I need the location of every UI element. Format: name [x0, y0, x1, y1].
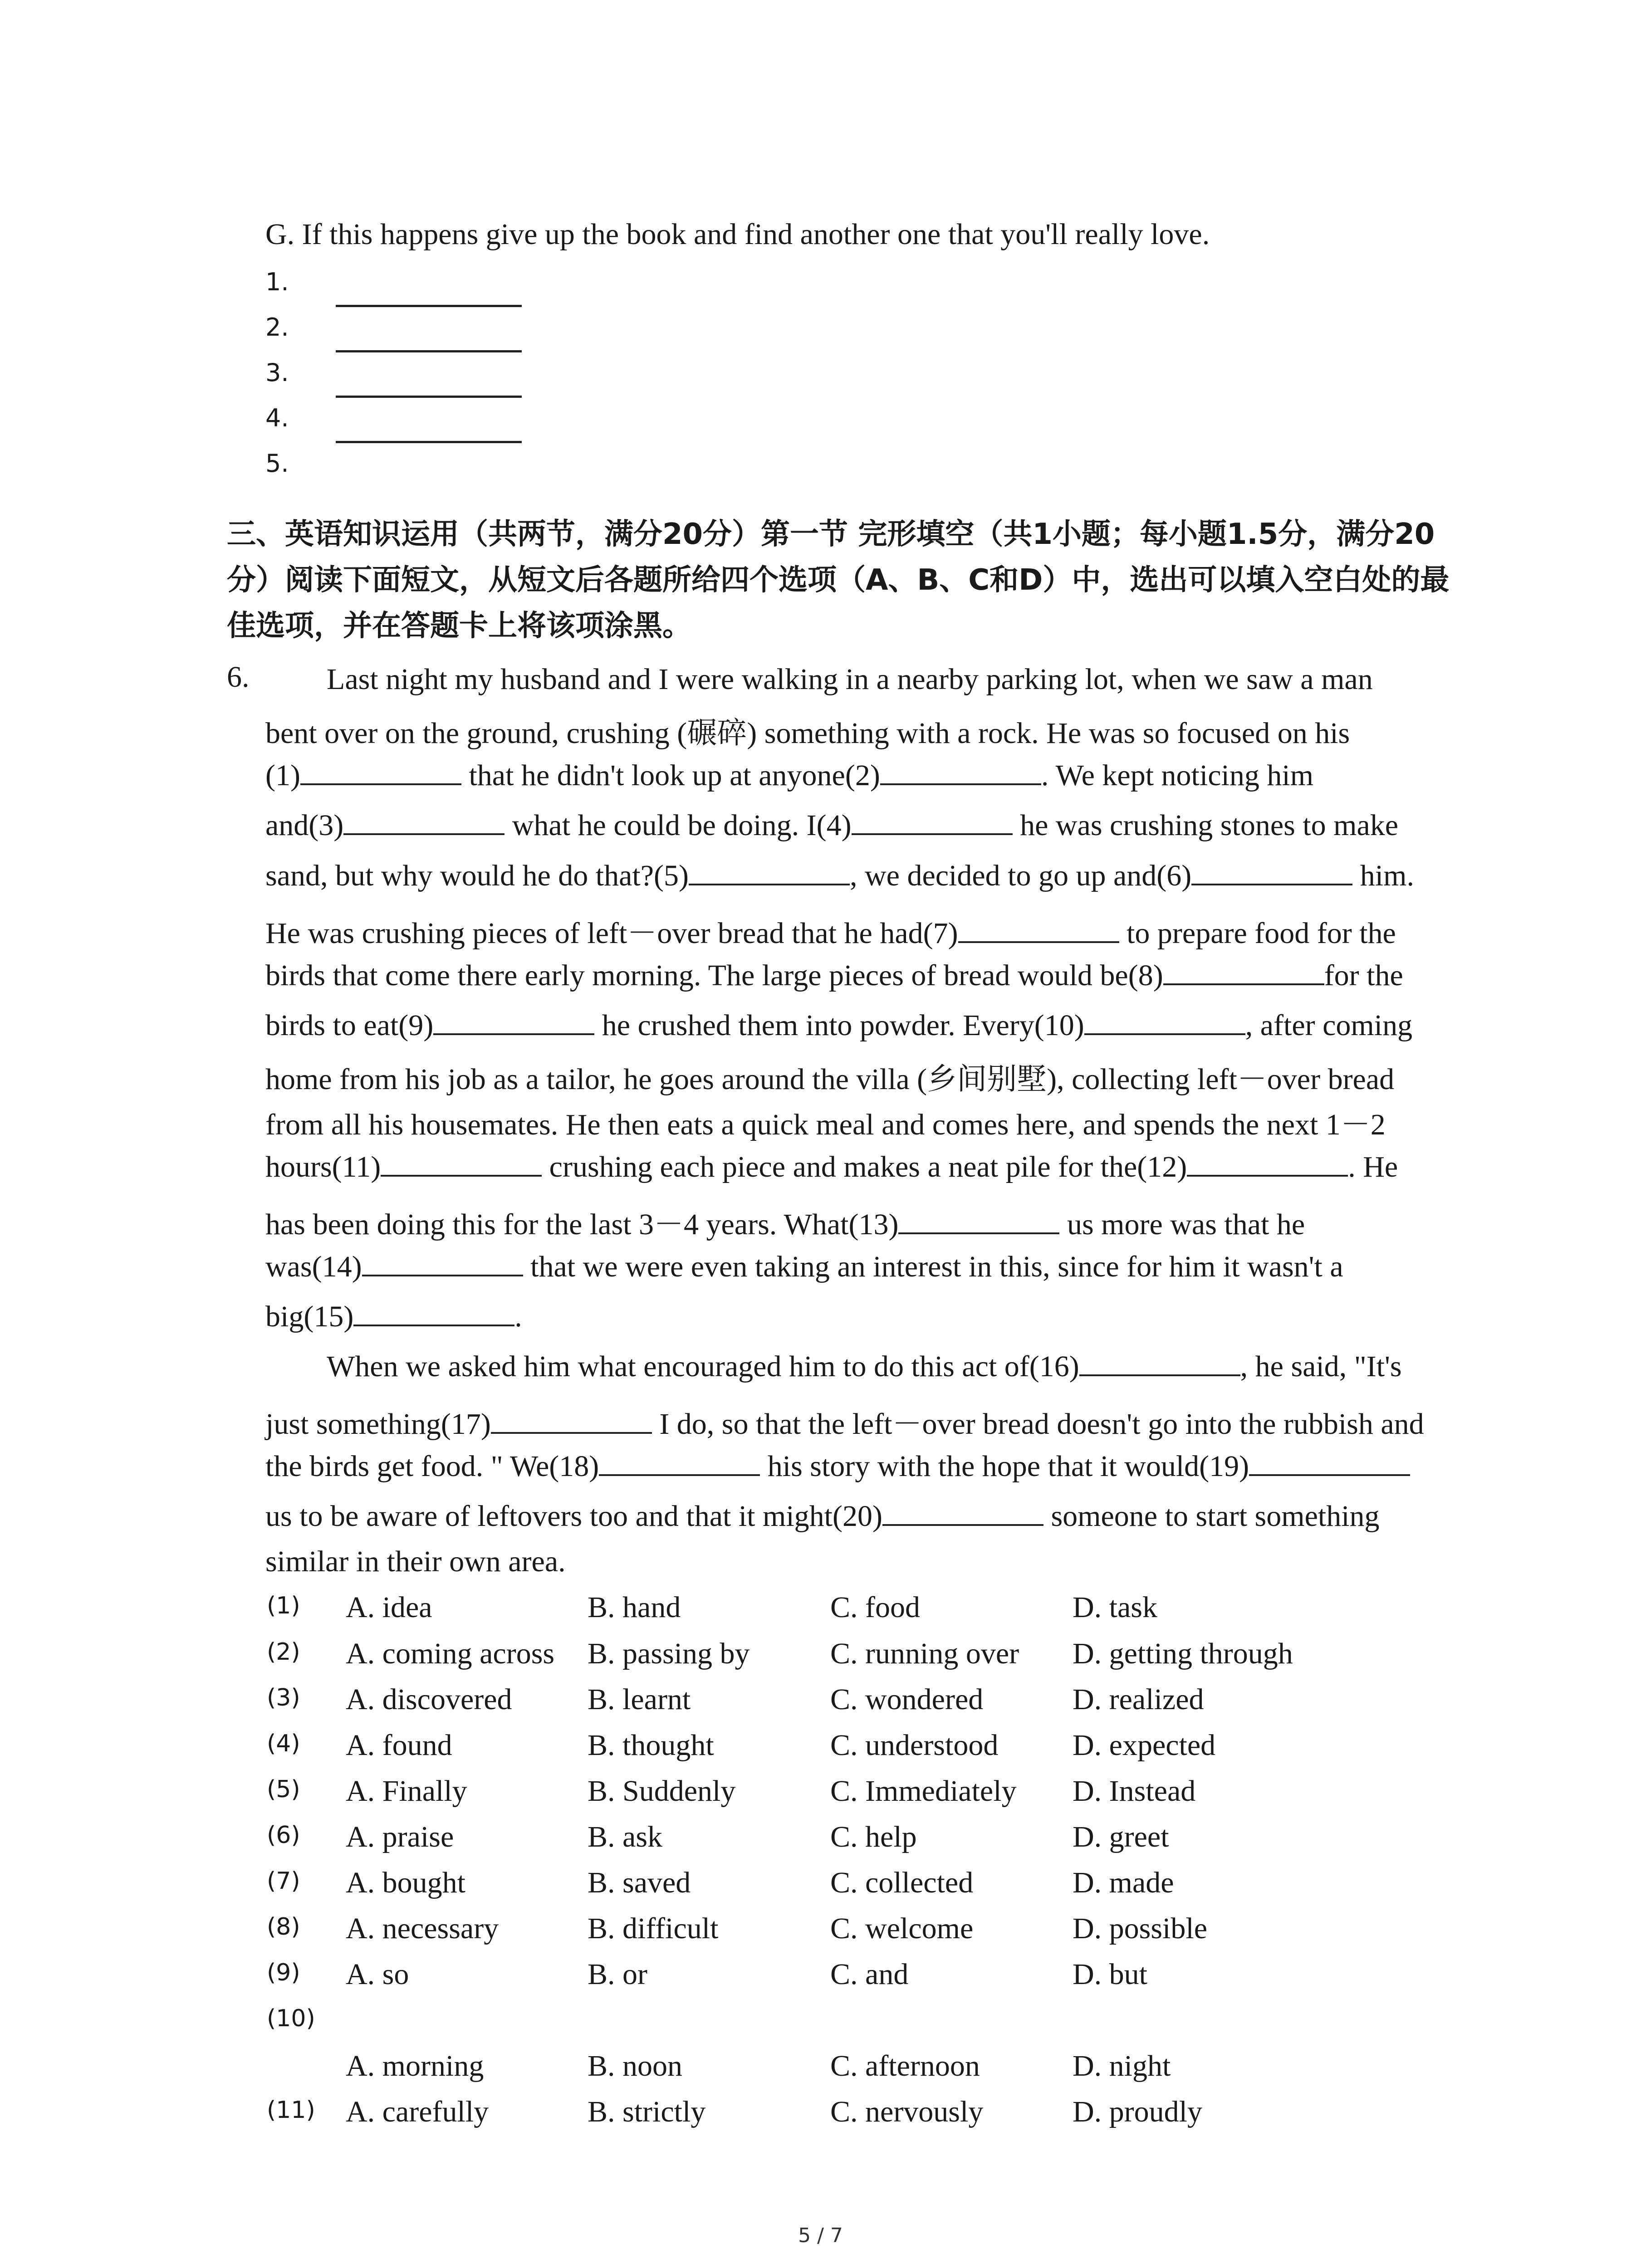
cloze-blank-3[interactable]	[343, 809, 505, 835]
cloze-blank-20[interactable]	[882, 1500, 1043, 1526]
option-d[interactable]: D. made	[1073, 1866, 1174, 1899]
answer-blank-line-4[interactable]	[336, 441, 522, 443]
answer-blank-label-1: 1.	[265, 268, 289, 296]
option-c[interactable]: C. understood	[830, 1729, 999, 1762]
option-c[interactable]: C. running over	[830, 1637, 1019, 1670]
option-c[interactable]: C. welcome	[830, 1912, 974, 1945]
option-d[interactable]: D. expected	[1073, 1729, 1216, 1762]
passage-segment: . We kept noticing him	[1041, 759, 1314, 792]
passage-segment: his story with the hope that it would(19)	[760, 1450, 1249, 1483]
cloze-blank-19[interactable]	[1249, 1450, 1410, 1476]
option-number: (5)	[267, 1776, 300, 1803]
passage-segment: he was crushing stones to make	[1012, 809, 1399, 842]
option-number: (7)	[267, 1867, 300, 1895]
option-d[interactable]: D. but	[1073, 1958, 1147, 1991]
passage-line	[265, 808, 1398, 843]
passage-line: bent over on the ground, crushing (碾碎) something with a rock. He was so focused on his	[265, 717, 1350, 750]
passage-line: home from his job as a tailor, he goes around the villa (乡间别墅), collecting left－over bread	[265, 1063, 1395, 1096]
passage-segment: .	[514, 1300, 522, 1333]
passage-segment: was(14)	[265, 1250, 362, 1283]
passage-segment: , he said, "It's	[1240, 1350, 1402, 1383]
page-number: 5 / 7	[798, 2224, 843, 2247]
cloze-blank-18[interactable]	[599, 1450, 760, 1476]
option-b[interactable]: B. or	[588, 1958, 647, 1991]
option-c[interactable]: C. wondered	[830, 1683, 984, 1716]
passage-segment: crushing each piece and makes a neat pile for the(12)	[542, 1150, 1187, 1183]
passage-line	[265, 1499, 1380, 1534]
passage-segment: just something(17)	[265, 1408, 491, 1441]
option-b[interactable]: B. noon	[588, 2049, 683, 2082]
passage-line	[265, 1150, 1398, 1184]
option-a[interactable]: A. discovered	[346, 1683, 512, 1716]
option-d[interactable]: D. realized	[1073, 1683, 1204, 1716]
answer-blank-label-2: 2.	[265, 313, 289, 342]
option-d[interactable]: D. getting through	[1073, 1637, 1293, 1670]
question-number: 6.	[227, 660, 250, 694]
passage-segment: birds to eat(9)	[265, 1009, 434, 1042]
passage-line	[265, 1399, 1424, 1442]
passage-line: similar in their own area.	[265, 1545, 566, 1578]
passage-line	[265, 758, 1313, 793]
option-number: (2)	[267, 1638, 300, 1666]
option-c[interactable]: C. afternoon	[830, 2049, 980, 2082]
passage-segment: us more was that he	[1059, 1208, 1305, 1241]
option-number: (8)	[267, 1913, 300, 1941]
cloze-blank-11[interactable]	[381, 1150, 542, 1177]
cloze-blank-7[interactable]	[958, 917, 1119, 943]
passage-segment: birds that come there early morning. The large pieces of bread would be(8)	[265, 959, 1163, 992]
option-b[interactable]: B. learnt	[588, 1683, 691, 1716]
cloze-blank-16[interactable]	[1079, 1350, 1240, 1376]
passage-segment: , we decided to go up and(6)	[850, 859, 1192, 892]
passage-line	[265, 1300, 522, 1334]
answer-blank-label-3: 3.	[265, 358, 289, 387]
passage-segment: has been doing this for the last 3－4 years. What(13)	[265, 1208, 899, 1241]
cloze-blank-17[interactable]	[491, 1408, 652, 1434]
passage-segment: someone to start something	[1043, 1500, 1380, 1533]
option-number: (11)	[267, 2097, 315, 2124]
option-b[interactable]: B. saved	[588, 1866, 691, 1899]
option-b[interactable]: B. ask	[588, 1820, 662, 1853]
passage-line: from all his housemates. He then eats a quick meal and comes here, and spends the next 1－2	[265, 1108, 1386, 1141]
option-a[interactable]: A. idea	[346, 1591, 432, 1624]
option-b[interactable]: B. passing by	[588, 1637, 750, 1670]
option-number: (4)	[267, 1730, 300, 1757]
passage-line	[265, 1250, 1343, 1284]
option-number: (6)	[267, 1822, 300, 1849]
option-a[interactable]: A. so	[346, 1958, 409, 1991]
option-d[interactable]: D. night	[1073, 2049, 1171, 2082]
option-a[interactable]: A. found	[346, 1729, 452, 1762]
passage-line	[265, 1449, 1410, 1484]
option-d[interactable]: D. Instead	[1073, 1774, 1196, 1808]
passage-segment: sand, but why would he do that?(5)	[265, 859, 689, 892]
passage-segment: , after coming	[1245, 1009, 1413, 1042]
passage-line: Last night my husband and I were walking in a nearby parking lot, when we saw a man	[327, 663, 1373, 696]
cloze-blank-9[interactable]	[433, 1009, 594, 1035]
passage-segment: He was crushing pieces of left－over bread that he had(7)	[265, 917, 958, 950]
passage-segment: and(3)	[265, 809, 344, 842]
passage-line	[265, 1200, 1305, 1243]
option-c[interactable]: C. collected	[830, 1866, 974, 1899]
passage-segment: for the	[1324, 959, 1403, 992]
cloze-blank-10[interactable]	[1084, 1009, 1245, 1035]
option-c[interactable]: C. and	[830, 1958, 909, 1991]
passage-segment: I do, so that the left－over bread doesn't go into the rubbish and	[652, 1408, 1424, 1441]
option-c[interactable]: C. help	[830, 1820, 917, 1853]
option-number: (10)	[267, 2005, 315, 2032]
passage-segment: . He	[1348, 1150, 1398, 1183]
passage-line	[265, 958, 1403, 993]
answer-blank-line-1[interactable]	[336, 305, 522, 307]
option-a[interactable]: A. morning	[346, 2049, 484, 2082]
option-b[interactable]: B. hand	[588, 1591, 681, 1624]
option-number: (1)	[267, 1592, 300, 1619]
option-b[interactable]: B. thought	[588, 1729, 714, 1762]
answer-blank-line-2[interactable]	[336, 350, 522, 352]
passage-segment: that we were even taking an interest in this, since for him it wasn't a	[523, 1250, 1343, 1283]
cloze-blank-12[interactable]	[1187, 1150, 1348, 1177]
option-a[interactable]: A. praise	[346, 1820, 454, 1853]
option-c[interactable]: C. food	[830, 1591, 920, 1624]
passage-segment: that he didn't look up at anyone(2)	[461, 759, 880, 792]
passage-segment: (1)	[265, 759, 300, 792]
option-d[interactable]: D. task	[1073, 1591, 1157, 1624]
cloze-blank-5[interactable]	[689, 859, 850, 885]
cloze-blank-6[interactable]	[1191, 859, 1352, 885]
option-a[interactable]: A. coming across	[346, 1637, 555, 1670]
option-d[interactable]: D. proudly	[1073, 2095, 1202, 2128]
answer-blank-label-4: 4.	[265, 404, 289, 432]
answer-blank-line-3[interactable]	[336, 396, 522, 398]
section-heading: 三、英语知识运用（共两节，满分20分）第一节 完形填空（共1小题；每小题1.5分，满分20分）阅读下面短文，从短文后各题所给四个选项（A、B、C和D）中，选出可以填入空白处的最佳选项，并在答题卡上将该项涂黑。	[227, 518, 1450, 643]
passage-segment: When we asked him what encouraged him to do this act of(16)	[327, 1350, 1079, 1383]
option-d[interactable]: D. possible	[1073, 1912, 1207, 1945]
option-a[interactable]: A. Finally	[346, 1774, 467, 1808]
option-d[interactable]: D. greet	[1073, 1820, 1169, 1853]
passage-line	[327, 1349, 1402, 1384]
passage-segment: hours(11)	[265, 1150, 381, 1183]
passage-segment: big(15)	[265, 1300, 354, 1333]
cloze-blank-2[interactable]	[880, 759, 1041, 785]
answer-blank-label-5: 5.	[265, 449, 289, 478]
option-a[interactable]: A. carefully	[346, 2095, 489, 2128]
passage-segment: us to be aware of leftovers too and that it might(20)	[265, 1500, 882, 1533]
passage-line	[265, 909, 1396, 952]
passage-segment: to prepare food for the	[1119, 917, 1396, 950]
option-number: (3)	[267, 1684, 300, 1711]
option-c[interactable]: C. nervously	[830, 2095, 984, 2128]
cloze-blank-8[interactable]	[1163, 959, 1324, 985]
option-g-text: G. If this happens give up the book and find another one that you'll really love.	[265, 218, 1210, 251]
option-b[interactable]: B. Suddenly	[588, 1774, 736, 1808]
passage-line	[265, 1008, 1412, 1043]
option-b[interactable]: B. difficult	[588, 1912, 719, 1945]
cloze-blank-15[interactable]	[353, 1300, 514, 1326]
option-a[interactable]: A. necessary	[346, 1912, 499, 1945]
cloze-blank-4[interactable]	[852, 809, 1013, 835]
passage-segment: he crushed them into powder. Every(10)	[594, 1009, 1084, 1042]
passage-segment: the birds get food. " We(18)	[265, 1450, 599, 1483]
option-c[interactable]: C. Immediately	[830, 1774, 1017, 1808]
passage-segment: what he could be doing. I(4)	[505, 809, 852, 842]
cloze-blank-1[interactable]	[300, 759, 461, 785]
passage-line	[265, 859, 1414, 893]
option-a[interactable]: A. bought	[346, 1866, 465, 1899]
cloze-blank-14[interactable]	[362, 1250, 523, 1276]
passage-segment: him.	[1352, 859, 1414, 892]
option-number: (9)	[267, 1959, 300, 1986]
cloze-blank-13[interactable]	[898, 1208, 1059, 1234]
option-b[interactable]: B. strictly	[588, 2095, 706, 2128]
